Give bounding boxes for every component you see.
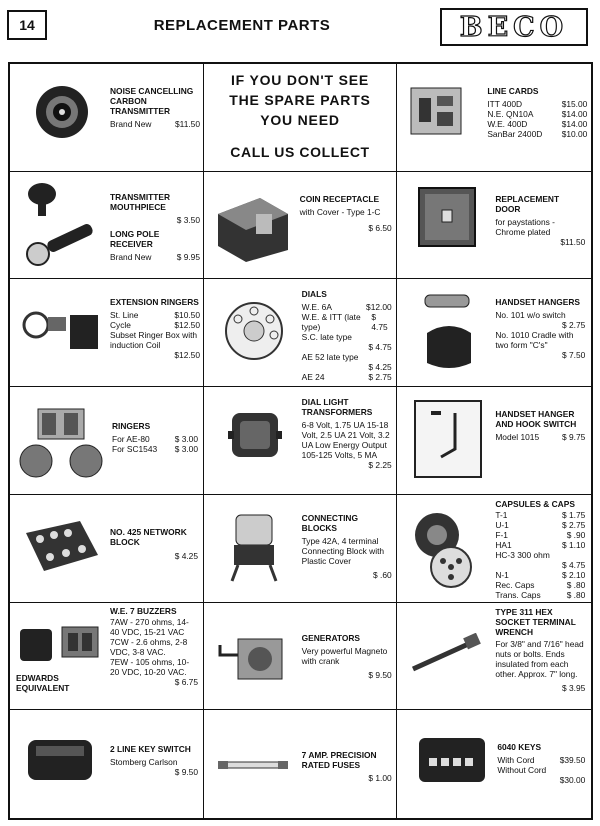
cell-callout bbox=[204, 64, 398, 172]
transmitter-image bbox=[32, 82, 92, 142]
cell-network-block bbox=[10, 495, 204, 603]
generator-image bbox=[214, 625, 294, 689]
item-name: HANDSET HANGERS bbox=[495, 297, 581, 308]
item-desc: Brand New bbox=[110, 251, 152, 262]
row-label: HC-3 300 ohm bbox=[495, 549, 550, 560]
cell-coin-receptacle bbox=[204, 172, 398, 280]
capsule-image bbox=[407, 509, 483, 593]
row-price: $ 2.75 bbox=[562, 320, 586, 331]
callout-line1: IF YOU DON'T SEE bbox=[230, 72, 369, 88]
edwards-equivalent: EDWARDS EQUIVALENT bbox=[16, 672, 70, 693]
item-desc: Type 42A, 4 terminal Connecting Block with Plastic Cover bbox=[301, 535, 385, 566]
page-header bbox=[0, 0, 600, 50]
item-name: LONG POLE RECEIVER bbox=[110, 228, 160, 249]
row-label: St. Line bbox=[110, 310, 139, 321]
row-price: $14.00 bbox=[561, 109, 588, 119]
keys-image bbox=[415, 732, 489, 788]
cell-extension-ringers bbox=[10, 279, 204, 387]
row-price: $ 4.25 bbox=[368, 362, 392, 373]
row-label: No. 1010 Cradle with two form "C's" bbox=[495, 330, 574, 351]
row-label: With Cord bbox=[497, 755, 535, 766]
transformer-image bbox=[226, 405, 284, 467]
item-name: 2 LINE KEY SWITCH bbox=[110, 744, 191, 755]
item-name: REPLACEMENT DOOR bbox=[495, 193, 560, 214]
item-name: TYPE 311 HEX SOCKET TERMINAL WRENCH bbox=[495, 606, 576, 637]
item-desc: 7CW - 2.6 ohms, 2-8 VDC, 3-8 VAC. bbox=[110, 636, 188, 657]
hook-switch-image bbox=[411, 397, 487, 483]
cell-handset-hangers bbox=[397, 279, 591, 387]
row-label: AE 52 late type bbox=[301, 352, 359, 363]
cell-dial-transformers bbox=[204, 387, 398, 495]
row-label: Trans. Caps bbox=[495, 589, 541, 600]
item-price: $ 9.95 bbox=[176, 251, 200, 262]
item-name: COIN RECEPTACLE bbox=[299, 193, 380, 204]
item-name: DIAL LIGHT TRANSFORMERS bbox=[301, 397, 373, 418]
network-block-image bbox=[20, 515, 102, 581]
row-label: W.E. & ITT (late type) bbox=[301, 312, 361, 333]
row-price: $ .90 bbox=[566, 529, 586, 540]
row-label: N.E. QN10A bbox=[487, 109, 534, 119]
item-price: $ 6.50 bbox=[368, 222, 392, 233]
row-price: $12.00 bbox=[366, 302, 392, 313]
cell-hook-switch bbox=[397, 387, 591, 495]
row-price: $ .80 bbox=[566, 579, 586, 590]
row-price: $ 2.75 bbox=[368, 372, 392, 383]
row-price: $15.00 bbox=[561, 99, 588, 109]
item-price: $ 3.95 bbox=[562, 682, 586, 693]
catalog-grid bbox=[8, 62, 593, 820]
item-desc: 7EW - 105 ohms, 10-20 VDC, 10-20 VAC. bbox=[110, 656, 190, 677]
item-name: 6040 KEYS bbox=[497, 742, 542, 753]
item-desc: Model 1015 bbox=[495, 432, 540, 443]
coin-receptacle-image bbox=[210, 184, 296, 264]
cell-replacement-door bbox=[397, 172, 591, 280]
item-desc: 6-8 Volt, 1.75 UA 15-18 Volt, 2.5 UA 21 Volt, 3.2 UA Low Energy Output 105-125 Volts, 5 MA bbox=[301, 420, 390, 461]
row-price: $10.50 bbox=[174, 310, 200, 321]
cell-fuses bbox=[204, 710, 398, 818]
item-desc: with Cover - Type 1-C bbox=[299, 206, 381, 217]
item-desc: Stomberg Carlson bbox=[110, 757, 178, 768]
extension-ringer-image bbox=[18, 301, 104, 361]
item-desc: For 3/8" and 7/16" head nuts or bolts. Ends insulated from each other. Approx. 7" long. bbox=[495, 638, 584, 679]
item-name: DIALS bbox=[301, 289, 327, 300]
row-label: F-1 bbox=[495, 529, 508, 540]
item-price: $12.50 bbox=[174, 350, 200, 361]
connecting-block-image bbox=[226, 509, 290, 589]
cell-ringers bbox=[10, 387, 204, 495]
row-price: $ 4.75 bbox=[371, 312, 388, 333]
row-label: For SC1543 bbox=[112, 444, 158, 455]
item-desc: Subset Ringer Box with induction Coil bbox=[110, 330, 198, 351]
cell-generators bbox=[204, 603, 398, 711]
row-price: $12.50 bbox=[174, 320, 200, 331]
item-name: CONNECTING BLOCKS bbox=[301, 512, 358, 533]
callout-line3: YOU NEED bbox=[260, 112, 340, 128]
row-label: W.E. 400D bbox=[487, 119, 528, 129]
row-price: $39.50 bbox=[559, 755, 586, 766]
item-price: $ 3.50 bbox=[176, 214, 200, 225]
cell-line-cards bbox=[397, 64, 591, 172]
row-label: AE 24 bbox=[301, 372, 325, 383]
cell-key-switch bbox=[10, 710, 204, 818]
item-name: CAPSULES & CAPS bbox=[495, 498, 575, 509]
callout-line2: THE SPARE PARTS bbox=[229, 92, 371, 108]
row-label: No. 101 w/o switch bbox=[495, 310, 566, 321]
row-price: $ 7.50 bbox=[562, 350, 586, 361]
page-number: 14 bbox=[7, 10, 47, 40]
item-name: LINE CARDS bbox=[487, 86, 539, 96]
hanger-image bbox=[419, 289, 479, 375]
cell-dials bbox=[204, 279, 398, 387]
item-name: NOISE CANCELLING CARBON TRANSMITTER bbox=[110, 86, 194, 116]
row-price: $30.00 bbox=[559, 775, 586, 786]
item-name: W.E. 7 BUZZERS bbox=[110, 605, 177, 616]
item-price: $11.50 bbox=[560, 236, 586, 247]
row-label: T-1 bbox=[495, 509, 508, 520]
call-us-collect: CALL US COLLECT bbox=[230, 144, 370, 160]
cell-wrench bbox=[397, 603, 591, 711]
item-desc: Very powerful Magneto with crank bbox=[301, 645, 388, 666]
buzzer-image bbox=[16, 621, 104, 669]
row-price: $ 3.00 bbox=[174, 434, 198, 445]
item-price: $ 6.75 bbox=[174, 676, 198, 687]
item-price: $ 4.25 bbox=[174, 550, 198, 561]
row-label: Without Cord bbox=[497, 765, 547, 776]
item-name: HANDSET HANGER AND HOOK SWITCH bbox=[495, 409, 577, 430]
row-label: Cycle bbox=[110, 320, 131, 331]
row-price: $ 2.10 bbox=[562, 569, 586, 580]
cell-6040-keys bbox=[397, 710, 591, 818]
cell-mouthpiece bbox=[10, 172, 204, 280]
row-label: N-1 bbox=[495, 569, 509, 580]
beco-logo bbox=[440, 8, 588, 46]
item-name: RINGERS bbox=[112, 421, 151, 432]
item-desc: Brand New bbox=[110, 119, 152, 129]
item-name: GENERATORS bbox=[301, 632, 360, 643]
row-price: $ 1.10 bbox=[562, 539, 586, 550]
cell-buzzers bbox=[10, 603, 204, 711]
mouthpiece-receiver-image bbox=[20, 180, 102, 274]
row-price: $14.00 bbox=[561, 119, 588, 129]
row-price: $10.00 bbox=[561, 129, 588, 139]
item-desc: 7AW - 270 ohms, 14-40 VDC, 15-21 VAC bbox=[110, 616, 189, 637]
row-label: W.E. 6A bbox=[301, 302, 332, 313]
row-label: SanBar 2400D bbox=[487, 129, 543, 139]
line-card-image bbox=[405, 78, 467, 144]
logo-text: BECO bbox=[459, 11, 569, 43]
cell-connecting-blocks bbox=[204, 495, 398, 603]
dial-image bbox=[222, 299, 286, 363]
row-price: $ 4.75 bbox=[368, 342, 392, 353]
row-label: U-1 bbox=[495, 519, 509, 530]
item-price: $11.50 bbox=[175, 119, 200, 129]
item-name: EXTENSION RINGERS bbox=[110, 297, 199, 308]
row-price: $ 4.75 bbox=[562, 559, 586, 570]
key-switch-image bbox=[22, 732, 102, 790]
row-label: Rec. Caps bbox=[495, 579, 535, 590]
item-price: $ .60 bbox=[373, 569, 392, 580]
row-price: $ .80 bbox=[566, 589, 586, 600]
item-price: $ 9.75 bbox=[562, 432, 586, 443]
row-price: $ 2.75 bbox=[562, 519, 586, 530]
fuse-image bbox=[216, 758, 290, 772]
ringer-image bbox=[16, 401, 106, 483]
item-price: $ 2.25 bbox=[368, 460, 392, 471]
item-price: $ 9.50 bbox=[368, 669, 392, 680]
row-label: S.C. late type bbox=[301, 332, 352, 343]
item-price: $ 1.00 bbox=[368, 773, 392, 784]
item-price: $ 9.50 bbox=[174, 767, 198, 778]
row-price: $ 3.00 bbox=[174, 444, 198, 455]
page-title: REPLACEMENT PARTS bbox=[153, 16, 331, 34]
cell-capsules bbox=[397, 495, 591, 603]
door-image bbox=[415, 184, 479, 250]
row-label: HA1 bbox=[495, 539, 512, 550]
wrench-image bbox=[407, 633, 483, 677]
item-desc: for paystations - Chrome plated bbox=[495, 216, 555, 237]
row-price: $ 1.75 bbox=[562, 509, 586, 520]
item-name: 7 AMP. PRECISION RATED FUSES bbox=[301, 750, 377, 771]
item-name: TRANSMITTER MOUTHPIECE bbox=[110, 191, 171, 212]
cell-noise-transmitter bbox=[10, 64, 204, 172]
item-name: NO. 425 NETWORK BLOCK bbox=[110, 526, 187, 547]
row-label: ITT 400D bbox=[487, 99, 523, 109]
row-label: For AE-80 bbox=[112, 434, 150, 445]
